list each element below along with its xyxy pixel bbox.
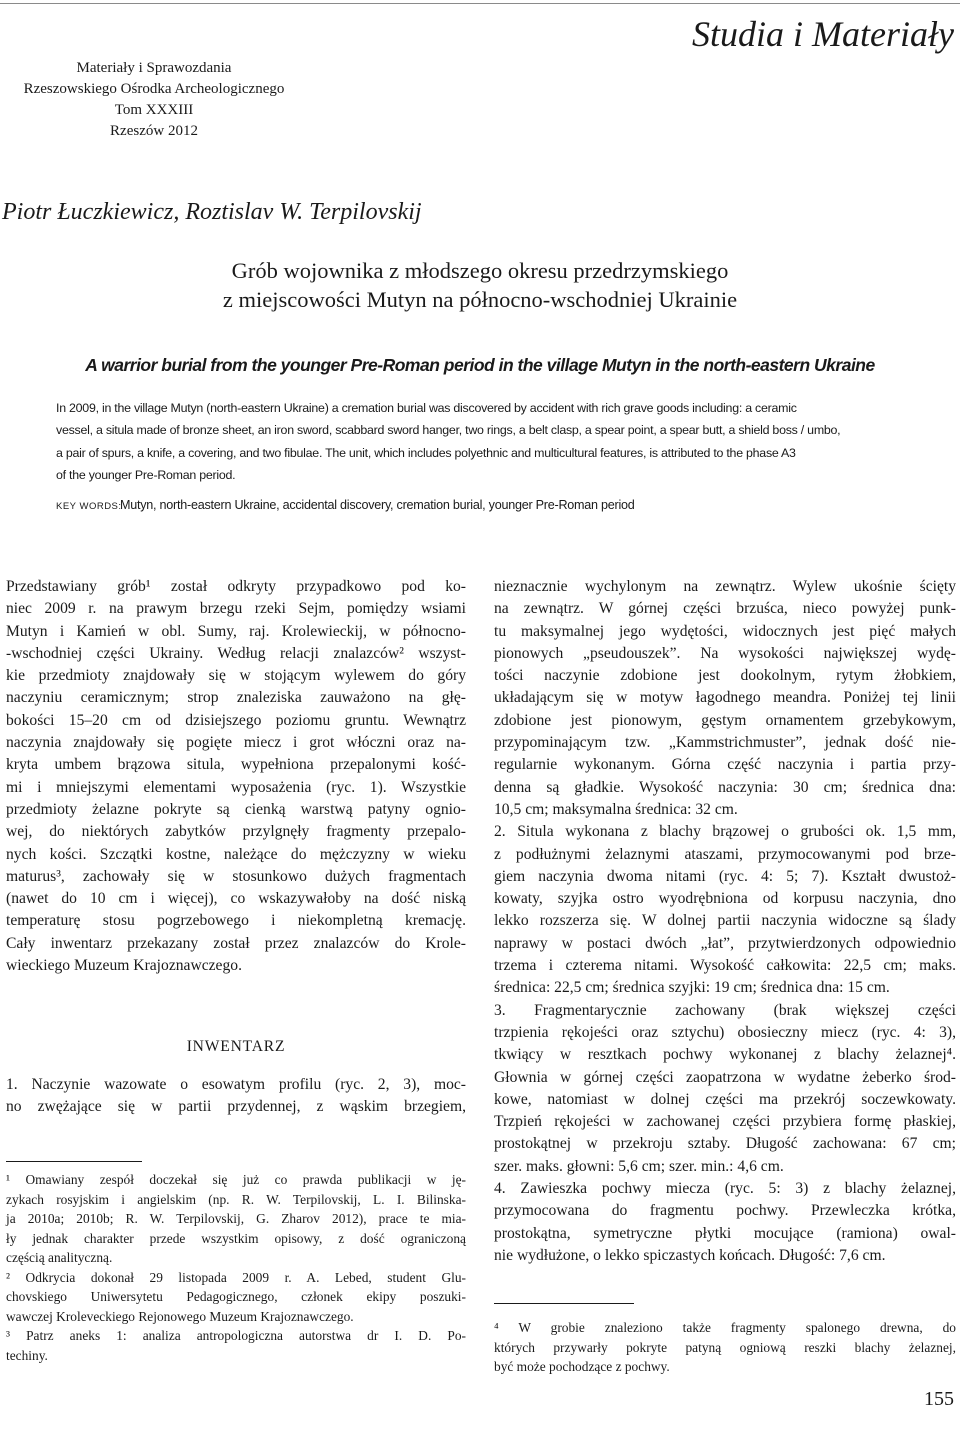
text-line: denna są gładkie. Wysokość naczynia: 30 cm; średnica dna: (494, 778, 956, 796)
text-line: kowaty, szyjka ostro wyodrębniona od korpusu naczynia, dno (494, 890, 956, 908)
text-line: wieckiego Muzeum Krajoznawczego. (6, 957, 242, 975)
text-line: 3. Fragmentarycznie zachowany (brak większej części (494, 1001, 956, 1019)
journal-info (0, 58, 308, 142)
text-line: tkwiący w resztkach pochwy wykonanej z blachy żelaznej⁴. (494, 1046, 956, 1064)
text-line: maturus³, zachowały się w stosunkowo dużych fragmentach (6, 867, 466, 885)
text-line: lekko rozszerza się. W dolnej partii naczynia widoczne są ślady (494, 912, 956, 930)
text-line: wej, do niektórych zabytków przylgnęły fragmenty przepalo- (6, 823, 466, 841)
abstract-line: vessel, a situla made of bronze sheet, an iron sword, scabbard sword hanger, two rings, a belt clasp, a spear point, a spear butt, a shield boss / umbo, (56, 423, 841, 438)
text-line: Przedstawiany grób¹ został odkryty przypadkowo pod ko- (6, 578, 466, 595)
text-line: ¹ Omawiany zespół doczekał się już co prawda publikacji w ję- (6, 1172, 466, 1187)
text-line: ² Odkrycia dokonał 29 listopada 2009 r. A. Lebed, student Glu- (6, 1269, 466, 1285)
text-line: średnica: 22,5 cm; średnica szyjki: 19 cm; średnica dna: 15 cm. (494, 979, 890, 997)
text-line: Trzpień rękojeści w zachowanej części przybiera formę płaskiej, (494, 1113, 956, 1131)
journal-line: Rzeszów 2012 (110, 123, 198, 139)
text-line: 10,5 cm; maksymalna średnica: 32 cm. (494, 800, 738, 818)
text-line: ły jednak charakter przede wszystkim opisowy, z dość ograniczoną (6, 1230, 466, 1246)
footnotes-left (6, 1170, 466, 1365)
text-line: zdobione jest pionowym, gęstym ornamentem grzebykowym, (494, 711, 956, 729)
text-line: Mutyn i Kamień w obl. Sumy, raj. Krolewieckij, w północno- (6, 622, 466, 640)
abstract (56, 397, 902, 486)
text-line: 4. Zawieszka pochwy miecza (ryc. 5: 3) z blachy żelaznej, (494, 1180, 956, 1198)
text-line: 2. Situla wykonana z blachy brązowej o grubości ok. 1,5 mm, (494, 823, 956, 841)
text-line: chovskiego Uniwersytetu Pedagogicznego, członek ekipy poszuki- (6, 1289, 466, 1304)
text-line: tości naczynie zdobione jest dookolnym, rytym żłobkiem, (494, 667, 956, 685)
text-line: naprawy w postaci dwóch „łat”, przytwierdzonych odpowiednio (494, 934, 956, 952)
text-line: pionowych „pseudouszek”. Na wysokości największej wydę- (494, 644, 956, 662)
text-line: zykach rosyjskim i angielskim (np. R. W. Terpilovskij, L. I. Bilinska- (6, 1191, 466, 1207)
text-line: układającym się w motyw łagodnego meandra. Poniżej tej linii (494, 689, 956, 707)
page-number: 155 (924, 1388, 954, 1410)
text-line: nieznacznie wychylonym na zewnątrz. Wylew ukośnie ścięty (494, 578, 956, 595)
header-rule (0, 3, 960, 4)
text-line: przymocowana do fragmentu pochwy. Przewleczka krótka, (494, 1202, 956, 1220)
text-line: Cały inwentarz przekazany został przez znalazców do Krole- (6, 934, 466, 952)
text-line: tu maksymalnej jego wydętości, widocznych jest pięć małych (494, 622, 956, 640)
text-line: giem naczynia dwoma nitami (ryc. 4: 5; 7). Kształt dwustoż- (494, 867, 956, 885)
article-title-en: A warrior burial from the younger Pre-Roman period in the village Mutyn in the north-eastern Ukraine (85, 355, 875, 375)
text-line: mi i mniejszymi elementami wyposażenia (ryc. 1). Wszystkie (6, 778, 466, 796)
text-line: regularnie wykonanym. Górna część naczynia i partia przy- (494, 756, 956, 774)
title-line: Grób wojownika z młodszego okresu przedrzymskiego (231, 258, 729, 283)
text-line: temperaturę stosu pogrzebowego i niekompletną kremację. (6, 912, 466, 930)
text-line: naczyniu ceramicznym; strop znaleziska zauważono na głę- (6, 689, 466, 707)
text-line: przedmioty żelazne pokryte są cienką warstwą patyny ognio- (6, 800, 466, 818)
body-column-right (494, 576, 956, 1267)
text-line: no zwężające się w partii przydennej, z wąskim brzegiem, (6, 1098, 466, 1116)
footnotes-right (494, 1318, 956, 1377)
text-line: kowe, natomiast w dolnej części ma przekrój soczewkowaty. (494, 1090, 956, 1108)
footnote-rule (6, 1161, 142, 1162)
abstract-line: In 2009, in the village Mutyn (north-eastern Ukraine) a cremation burial was discovered by accident with rich grave goods including: a ceramic (56, 401, 797, 415)
text-line: ⁴ W grobie znaleziono także fragmenty spalonego drewna, do (494, 1320, 956, 1335)
text-line: ja 2010a; 2010b; R. W. Terpilovskij, G. Zharov 2012), prace te mia- (6, 1211, 466, 1226)
text-line: szer. maks. głowni: 5,6 cm; szer. min.: 4,6 cm. (494, 1157, 784, 1175)
section-title: Studia i Materiały (692, 14, 954, 54)
section-heading: INWENTARZ (186, 1038, 286, 1055)
text-line: prostokątnej w przekroju sztaby. Długość zachowana: 67 cm; (494, 1135, 956, 1153)
authors: Piotr Łuczkiewicz, Roztislav W. Terpilovskij (2, 199, 422, 225)
footnote-rule (494, 1303, 634, 1304)
keywords (56, 494, 916, 518)
body-column-left (6, 576, 466, 977)
text-line: nie wydłużone, o lekko spiczastych końcach. Długość: 7,6 cm. (494, 1246, 886, 1264)
text-line: (nawet do 10 cm i więcej), co wskazywałoby na dość niską (6, 890, 466, 908)
body-column-left-continued (6, 1074, 466, 1119)
text-line: trzpienia rękojeści oraz sztychu) obosieczny miecz (ryc. 4: 3), (494, 1023, 956, 1041)
text-line: trzema i czterema nitami. Wysokość całkowita: 22,5 cm; maks. (494, 957, 956, 975)
text-line: których przywarły pokryte patyną ogniową reszki blachy żelaznej, (494, 1339, 956, 1355)
text-line: bokości 15–20 cm od dzisiejszego poziomu gruntu. Wewnątrz (6, 711, 466, 729)
text-line: być może pochodzące z pochwy. (494, 1359, 670, 1374)
text-line: naczynia znajdowały się pogięte miecz i grot włóczni oraz na- (6, 734, 466, 752)
journal-line: Materiały i Sprawozdania (76, 60, 232, 76)
text-line: 1. Naczynie wazowate o esowatym profilu (ryc. 2, 3), moc- (6, 1076, 466, 1093)
text-line: -wschodniej części Ukrainy. Według relacji znalazców² wszyst- (6, 644, 466, 662)
keywords-label: KEY WORDS: (56, 501, 122, 512)
keywords-text: Mutyn, north-eastern Ukraine, accidental discovery, cremation burial, younger Pre-Roman period (120, 498, 635, 512)
abstract-line: a pair of spurs, a knife, a covering, and two fibulae. The unit, which includes polyethnic and multicultural features, is attributed to the phase A3 (56, 445, 796, 460)
text-line: kie przedmioty znajdowały się w stojącym wylewem do góry (6, 667, 466, 685)
text-line: ³ Patrz aneks 1: analiza antropologiczna autorstwa dr I. D. Po- (6, 1328, 466, 1343)
text-line: kryta umbem brązowa situla, wypełniona przepalonymi kość- (6, 756, 466, 774)
text-line: z podłużnymi żelaznymi ataszami, przymocowanymi pod brze- (494, 845, 956, 863)
article-title-pl (0, 256, 960, 314)
text-line: wawczej Kroleveckiego Rejonowego Muzeum Krajoznawczego. (6, 1308, 354, 1324)
journal-line: Rzeszowskiego Ośrodka Archeologicznego (23, 81, 285, 97)
abstract-line: of the younger Pre-Roman period. (56, 467, 236, 482)
text-line: techiny. (6, 1347, 48, 1363)
text-line: prostokątna, symetryczne płytki mocujące (ramiona) owal- (494, 1224, 956, 1242)
text-line: częścią analityczną. (6, 1250, 113, 1265)
text-line: przypominającym tzw. „Kammstrichmuster”, jednak dość nie- (494, 734, 956, 752)
text-line: niec 2009 r. na prawym brzegu rzeki Sejm, pomiędzy wsiami (6, 600, 466, 618)
text-line: na zewnątrz. W górnej części brzuśca, nieco powyżej punk- (494, 600, 956, 618)
journal-line: Tom XXXIII (114, 102, 194, 118)
text-line: nych kości. Szczątki kostne, należące do mężczyzny w wieku (6, 845, 466, 863)
text-line: Głownia w górnej części zaopatrzona w wydatne żeberko środ- (494, 1068, 956, 1086)
title-line: z miejscowości Mutyn na północno-wschodniej Ukrainie (222, 287, 738, 312)
